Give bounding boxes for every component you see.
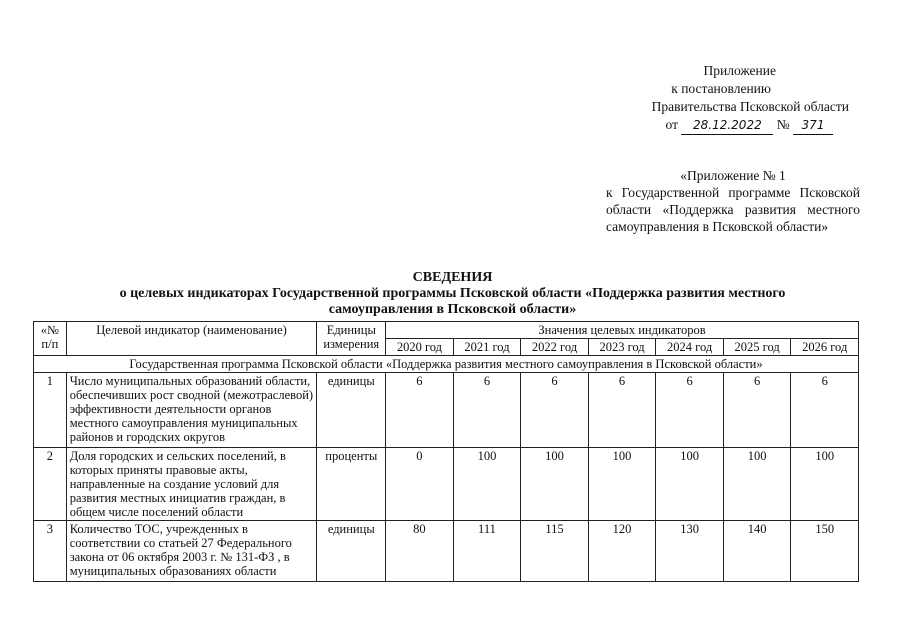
row-value: 100 (453, 448, 521, 521)
number-label: № (776, 117, 790, 132)
header-year: 2024 год (656, 339, 724, 356)
header-year: 2022 год (521, 339, 589, 356)
row-value: 100 (791, 448, 859, 521)
row-value: 6 (521, 373, 589, 448)
appendix-line-3: Правительства Псковской области (651, 99, 849, 114)
row-value: 0 (386, 448, 454, 521)
row-unit: единицы (317, 521, 386, 582)
row-value: 6 (453, 373, 521, 448)
row-value: 130 (656, 521, 724, 582)
title-subtitle-line-2: самоуправления в Псковской области» (328, 302, 577, 317)
header-indicator: Целевой индикатор (наименование) (66, 322, 317, 356)
row-value: 6 (656, 373, 724, 448)
header-year: 2026 год (791, 339, 859, 356)
header-year: 2020 год (386, 339, 454, 356)
row-indicator: Количество ТОС, учрежденных в соответствии со статьей 27 Федерального закона от 06 октября 2003 г. № 131-ФЗ , в муниципальных образованиях области (66, 521, 317, 582)
row-indicator: Доля городских и сельских поселений, в которых приняты правовые акты, направленные на создание условий для развития местных инициатив граждан, в общем числе поселений области (66, 448, 317, 521)
row-num: 1 (34, 373, 67, 448)
indicators-table (33, 321, 859, 582)
appendix-date-line (609, 116, 849, 135)
row-value: 100 (723, 448, 791, 521)
row-value: 100 (656, 448, 724, 521)
row-value: 111 (453, 521, 521, 582)
header-num: «№ п/п (34, 322, 67, 356)
row-value: 140 (723, 521, 791, 582)
table-row (34, 448, 859, 521)
header-values: Значения целевых индикаторов (386, 322, 859, 339)
title-heading: СВЕДЕНИЯ (412, 270, 493, 285)
appendix-line-2: к постановлению (671, 81, 771, 96)
row-value: 6 (791, 373, 859, 448)
program-appendix-line-1: «Приложение № 1 (680, 168, 786, 183)
title-subtitle-line-1: о целевых индикаторах Государственной программы Псковской области «Поддержка развития местного (119, 286, 786, 301)
program-appendix-text: к Государственной программе Псковской области «Поддержка развития местного самоуправления в Псковской области» (606, 185, 860, 234)
from-label: от (665, 117, 678, 132)
handwritten-date: 28.12.2022 (681, 116, 773, 135)
header-year: 2021 год (453, 339, 521, 356)
row-unit: проценты (317, 448, 386, 521)
row-value: 100 (521, 448, 589, 521)
table-row (34, 521, 859, 582)
row-value: 80 (386, 521, 454, 582)
program-appendix-note (606, 167, 860, 235)
row-unit: единицы (317, 373, 386, 448)
row-value: 100 (588, 448, 656, 521)
header-unit: Единицы измерения (317, 322, 386, 356)
row-value: 6 (588, 373, 656, 448)
row-num: 3 (34, 521, 67, 582)
row-value: 120 (588, 521, 656, 582)
document-appendix-header (609, 62, 849, 135)
row-value: 150 (791, 521, 859, 582)
appendix-line-1: Приложение (703, 63, 776, 78)
row-value: 6 (386, 373, 454, 448)
row-indicator: Число муниципальных образований области, обеспечивших рост сводной (межотраслевой) эффективности деятельности органов местного самоуправления муниципальных районов и городских округов (66, 373, 317, 448)
table-header-row (34, 322, 859, 339)
table-row (34, 373, 859, 448)
program-row-text: Государственная программа Псковской области «Поддержка развития местного самоуправления в Псковской области» (34, 356, 859, 373)
row-value: 115 (521, 521, 589, 582)
row-value: 6 (723, 373, 791, 448)
row-num: 2 (34, 448, 67, 521)
program-row (34, 356, 859, 373)
handwritten-number: 371 (793, 116, 833, 135)
header-year: 2025 год (723, 339, 791, 356)
document-title (0, 270, 905, 318)
header-year: 2023 год (588, 339, 656, 356)
